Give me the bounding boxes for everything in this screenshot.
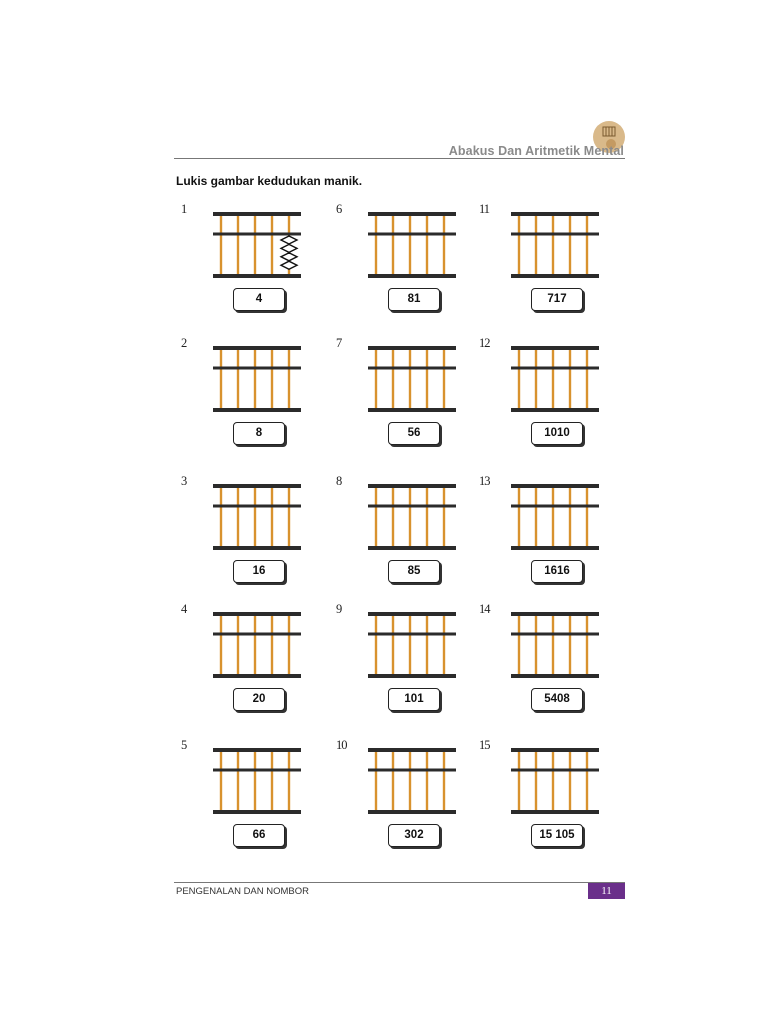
abacus-bar	[511, 505, 599, 508]
instruction-text: Lukis gambar kedudukan manik.	[176, 174, 363, 188]
abacus-bar	[368, 633, 456, 636]
exercise-number: 2	[181, 336, 187, 350]
abacus-frame	[336, 202, 476, 282]
abacus-frame	[479, 474, 619, 554]
abacus-bar	[511, 408, 599, 412]
exercise-item	[479, 602, 619, 712]
abacus-bar	[213, 546, 301, 550]
abacus-bar	[213, 233, 301, 236]
abacus-bar	[213, 505, 301, 508]
exercise-number: 6	[336, 202, 342, 216]
number-box: 16	[233, 560, 285, 583]
abacus-bar	[511, 212, 599, 216]
abacus-bar	[368, 612, 456, 616]
abacus-bar	[368, 505, 456, 508]
exercise-number: 9	[336, 602, 342, 616]
number-box: 4	[233, 288, 285, 311]
abacus-frame	[181, 602, 321, 682]
exercise-number: 8	[336, 474, 342, 488]
abacus-bar	[511, 810, 599, 814]
exercise-item	[336, 336, 476, 446]
abacus-bar	[368, 233, 456, 236]
exercise-number: 15	[479, 738, 490, 752]
abacus-bar	[511, 769, 599, 772]
abacus-bar	[511, 346, 599, 350]
abacus-bar	[368, 212, 456, 216]
number-box: 20	[233, 688, 285, 711]
abacus-bar	[213, 274, 301, 278]
number-box: 66	[233, 824, 285, 847]
abacus-bead	[281, 261, 297, 269]
number-box: 1616	[531, 560, 583, 583]
abacus-bar	[511, 546, 599, 550]
abacus-frame	[479, 336, 619, 416]
exercise-item	[479, 738, 619, 848]
number-box: 1010	[531, 422, 583, 445]
abacus-bar	[213, 346, 301, 350]
exercise-item	[181, 602, 321, 712]
abacus-bar	[368, 274, 456, 278]
abacus-bar	[511, 367, 599, 370]
abacus-bar	[213, 674, 301, 678]
number-box: 81	[388, 288, 440, 311]
abacus-bar	[368, 769, 456, 772]
exercise-number: 5	[181, 738, 187, 752]
abacus-bar	[511, 612, 599, 616]
number-box: 8	[233, 422, 285, 445]
exercise-item	[479, 336, 619, 446]
number-box: 56	[388, 422, 440, 445]
exercise-item	[479, 202, 619, 312]
abacus-bar	[368, 546, 456, 550]
exercise-number: 14	[479, 602, 490, 616]
abacus-frame	[181, 202, 321, 282]
abacus-bead	[281, 244, 297, 252]
number-box: 15 105	[531, 824, 583, 847]
abacus-bar	[511, 674, 599, 678]
abacus-bar	[213, 367, 301, 370]
abacus-bar	[511, 233, 599, 236]
number-box: 5408	[531, 688, 583, 711]
exercise-number: 13	[479, 474, 490, 488]
abacus-bar	[368, 346, 456, 350]
abacus-bar	[213, 769, 301, 772]
abacus-bar	[213, 748, 301, 752]
abacus-bar	[368, 748, 456, 752]
exercise-number: 7	[336, 336, 342, 350]
abacus-frame	[181, 474, 321, 554]
abacus-frame	[336, 738, 476, 818]
exercise-number: 1	[181, 202, 187, 216]
abacus-frame	[181, 336, 321, 416]
abacus-bar	[511, 633, 599, 636]
abacus-frame	[479, 602, 619, 682]
abacus-bar	[511, 748, 599, 752]
abacus-bar	[511, 484, 599, 488]
exercise-number: 12	[479, 336, 490, 350]
abacus-bar	[213, 212, 301, 216]
exercise-item	[181, 336, 321, 446]
number-box: 302	[388, 824, 440, 847]
footer-divider	[174, 882, 625, 883]
abacus-bead	[281, 253, 297, 261]
exercise-item	[181, 738, 321, 848]
exercise-number: 4	[181, 602, 187, 616]
abacus-bar	[368, 408, 456, 412]
number-box: 101	[388, 688, 440, 711]
abacus-frame	[336, 602, 476, 682]
exercise-item	[181, 474, 321, 584]
abacus-frame	[479, 738, 619, 818]
abacus-bead	[281, 236, 297, 244]
abacus-frame	[336, 474, 476, 554]
exercise-item	[336, 602, 476, 712]
abacus-bar	[213, 408, 301, 412]
number-box: 85	[388, 560, 440, 583]
number-box: 717	[531, 288, 583, 311]
exercise-item	[181, 202, 321, 312]
header-divider	[174, 158, 625, 159]
abacus-frame	[336, 336, 476, 416]
footer-section-title: PENGENALAN DAN NOMBOR	[176, 886, 310, 897]
abacus-bar	[511, 274, 599, 278]
abacus-frame	[181, 738, 321, 818]
abacus-bar	[213, 484, 301, 488]
abacus-bar	[368, 484, 456, 488]
book-title: Abakus Dan Aritmetik Mental	[448, 144, 624, 158]
page-number-badge: 11	[588, 883, 625, 899]
abacus-bar	[368, 810, 456, 814]
abacus-frame	[479, 202, 619, 282]
abacus-bar	[213, 810, 301, 814]
exercise-item	[336, 474, 476, 584]
exercise-item	[336, 738, 476, 848]
abacus-bar	[368, 674, 456, 678]
exercise-number: 3	[181, 474, 187, 488]
exercise-number: 10	[336, 738, 347, 752]
abacus-bar	[213, 612, 301, 616]
abacus-bar	[368, 367, 456, 370]
exercise-item	[336, 202, 476, 312]
abacus-bar	[213, 633, 301, 636]
exercise-item	[479, 474, 619, 584]
exercise-number: 11	[479, 202, 490, 216]
